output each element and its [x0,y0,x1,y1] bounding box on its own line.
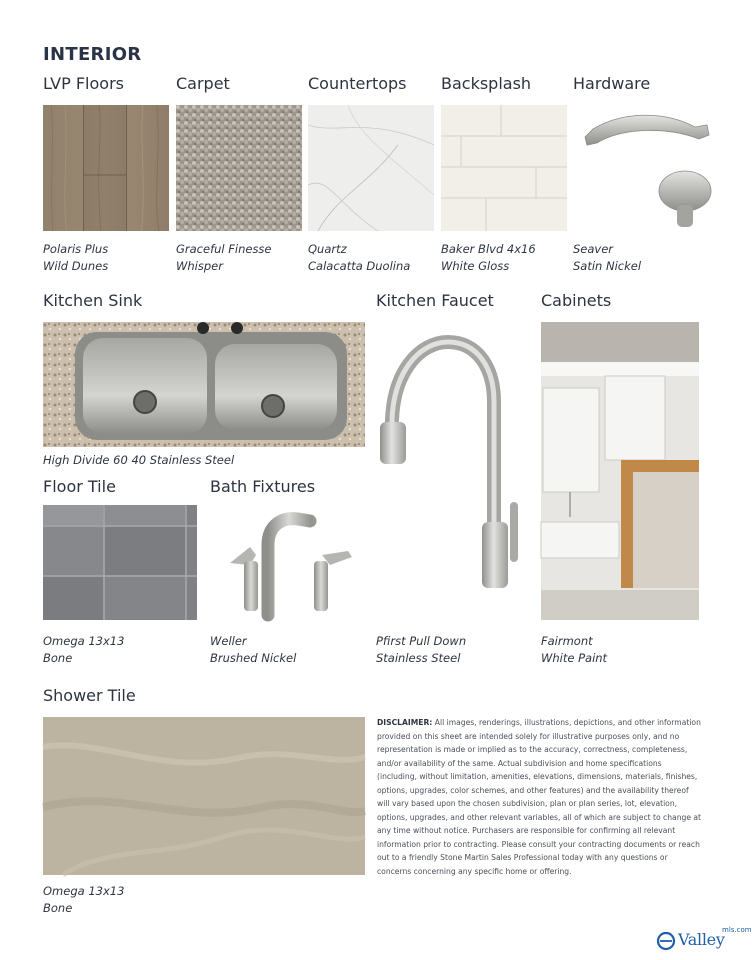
watermark-brand: Valley [678,930,725,949]
disclaimer-body: All images, renderings, illustrations, depictions, and other information provided on this sheet are intended solely for illustrative purposes only, and no representation is made or implied as to the accuracy, correctness, completeness, and/or availability of the same. Actual subdivision and home specifications (including, without limitation, amenities, elevations, dimensions, materials, finishes, options, upgrades, color schemes, and other features) and the availability thereof will vary based upon the chosen subdivision, plan or plan series, lot, elevation, options, upgrades, and other relevant variables, all of which are subject to change at any time without notice. Purchasers are responsible for confirming all relevant information prior to contracting. Please consult your contracting documents or reach out to a friendly Stone Martin Sales Professional today with any questions or concerns concerning any specific home or offering. [377,718,702,876]
hardware-product-name: Seaver [573,242,614,256]
floor-tile-caption [43,633,124,666]
kitchen-sink-label: Kitchen Sink [43,291,143,310]
bath-fixtures-image [210,505,360,620]
faucet-color-name: Stainless Steel [376,650,461,665]
floor-tile-label: Floor Tile [43,477,116,496]
carpet-label: Carpet [176,74,230,93]
backsplash-product-name: Baker Blvd 4x16 [441,242,536,256]
watermark-suffix: mls.com [722,926,752,934]
shower-color-name: Bone [43,900,73,915]
lvp-floor-swatch [43,105,169,231]
backsplash-swatch [441,105,567,231]
lvp-color-name: Wild Dunes [43,258,109,273]
shower-tile-label: Shower Tile [43,686,136,705]
bath-fixtures-caption [210,633,296,666]
hardware-label: Hardware [573,74,651,93]
section-title: INTERIOR [43,44,142,65]
floor-tile-color-name: Bone [43,650,73,665]
countertops-color-name: Calacatta Duolina [308,258,411,273]
floor-tile-image [43,505,197,620]
disclaimer-heading: DISCLAIMER: [377,718,433,727]
kitchen-faucet-caption [376,633,466,666]
carpet-color-name: Whisper [176,258,223,273]
countertops-swatch [308,105,434,231]
countertops-product-name: Quartz [308,242,347,256]
lvp-product-name: Polaris Plus [43,242,109,256]
floor-tile-product-name: Omega 13x13 [43,634,125,648]
countertops-caption [308,241,410,274]
kitchen-sink-image [43,322,365,447]
cabinets-color-name: White Paint [541,650,608,665]
kitchen-faucet-image [370,322,535,620]
countertops-label: Countertops [308,74,407,93]
hardware-image [573,105,713,235]
lvp-floors-label: LVP Floors [43,74,124,93]
cabinets-product-name: Fairmont [541,634,593,648]
cabinets-label: Cabinets [541,291,612,310]
disclaimer [377,716,703,878]
shower-tile-image [43,717,365,875]
hardware-caption [573,241,641,274]
carpet-product-name: Graceful Finesse [176,242,272,256]
backsplash-caption [441,241,536,274]
shower-product-name: Omega 13x13 [43,884,125,898]
shower-tile-caption [43,883,124,916]
bath-fixtures-label: Bath Fixtures [210,477,316,496]
carpet-caption [176,241,272,274]
lvp-caption [43,241,108,274]
kitchen-faucet-label: Kitchen Faucet [376,291,494,310]
backsplash-color-name: White Gloss [441,258,510,273]
faucet-product-name: Pfirst Pull Down [376,634,467,648]
cabinets-caption [541,633,607,666]
backsplash-label: Backsplash [441,74,532,93]
hardware-color-name: Satin Nickel [573,258,642,273]
cabinets-image [541,322,699,620]
bath-product-name: Weller [210,634,247,648]
valleymls-watermark [656,926,752,952]
bath-color-name: Brushed Nickel [210,650,297,665]
carpet-swatch [176,105,302,231]
kitchen-sink-caption: High Divide 60 40 Stainless Steel [43,453,235,467]
